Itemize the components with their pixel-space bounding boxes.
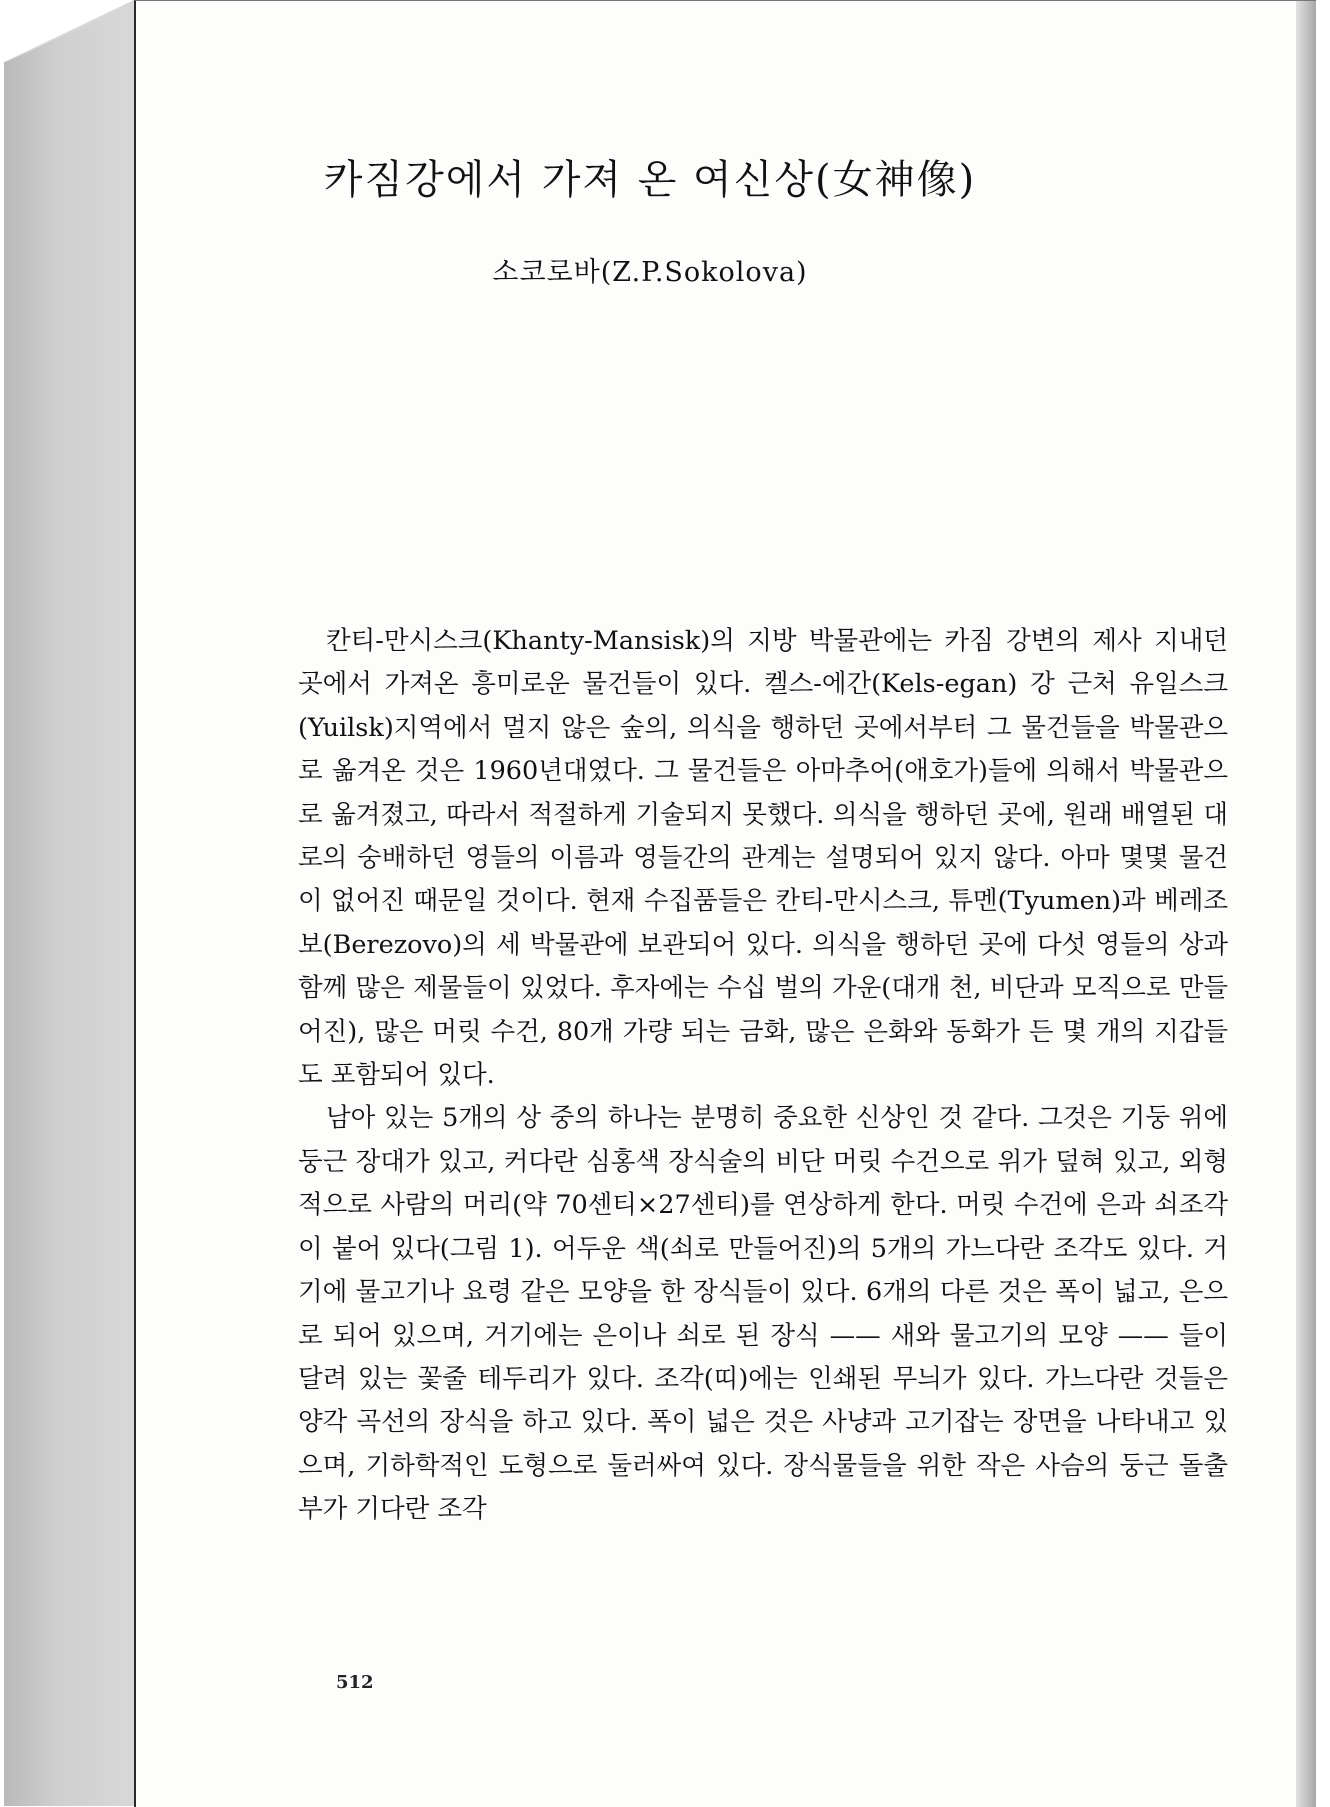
page-number: 512: [336, 1672, 374, 1693]
article-title: 카짐강에서 가져 온 여신상(女神像): [323, 157, 977, 203]
article-body: [298, 620, 1228, 1532]
article-author: 소코로바(Z.P.Sokolova): [492, 257, 808, 288]
body-paragraph-2: 남아 있는 5개의 상 중의 하나는 분명히 중요한 신상인 것 같다. 그것은 기둥 위에 둥근 장대가 있고, 커다란 심홍색 장식술의 비단 머릿 수건으로 위가 덮혀 있고, 외형적으로 사람의 머리(약 70센티×27센티)를 연상하게 한다. 머릿 수건에 은과 쇠조각이 붙어 있다(그림 1). 어두운 색(쇠로 만들어진)의 5개의 가느다란 조각도 있다. 거기에 물고기나 요령 같은 모양을 한 장식들이 있다. 6개의 다른 것은 폭이 넓고, 은으로 되어 있으며, 거기에는 은이나 쇠로 된 장식 —— 새와 물고기의 모양 —— 들이 달려 있는 꽃줄 테두리가 있다. 조각(띠)에는 인쇄된 무늬가 있다. 가느다란 것들은 양각 곡선의 장식을 하고 있다. 폭이 넓은 것은 사냥과 고기잡는 장면을 나타내고 있으며, 기하학적인 도형으로 둘러싸여 있다. 장식물들을 위한 작은 사슴의 둥근 돌출부가 기다란 조각: [298, 1103, 1228, 1525]
body-paragraph-1: 칸티-만시스크(Khanty-Mansisk)의 지방 박물관에는 카짐 강변의 제사 지내던 곳에서 가져온 흥미로운 물건들이 있다. 켈스-에간(Kels-egan) 강 근처 유일스크(Yuilsk)지역에서 멀지 않은 숲의, 의식을 행하던 곳에서부터 그 물건들을 박물관으로 옮겨온 것은 1960년대였다. 그 물건들은 아마추어(애호가)들에 의해서 박물관으로 옮겨졌고, 따라서 적절하게 기술되지 못했다. 의식을 행하던 곳에, 원래 배열된 대로의 숭배하던 영들의 이름과 영들간의 관계는 설명되어 있지 않다. 아마 몇몇 물건이 없어진 때문일 것이다. 현재 수집품들은 칸티-만시스크, 튜멘(Tyumen)과 베레조보(Berezovo)의 세 박물관에 보관되어 있다. 의식을 행하던 곳에 다섯 영들의 상과 함께 많은 제물들이 있었다. 후자에는 수십 벌의 가운(대개 천, 비단과 모직으로 만들어진), 많은 머릿 수건, 80개 가량 되는 금화, 많은 은화와 동화가 든 몇 개의 지갑들도 포함되어 있다.: [298, 626, 1228, 1091]
